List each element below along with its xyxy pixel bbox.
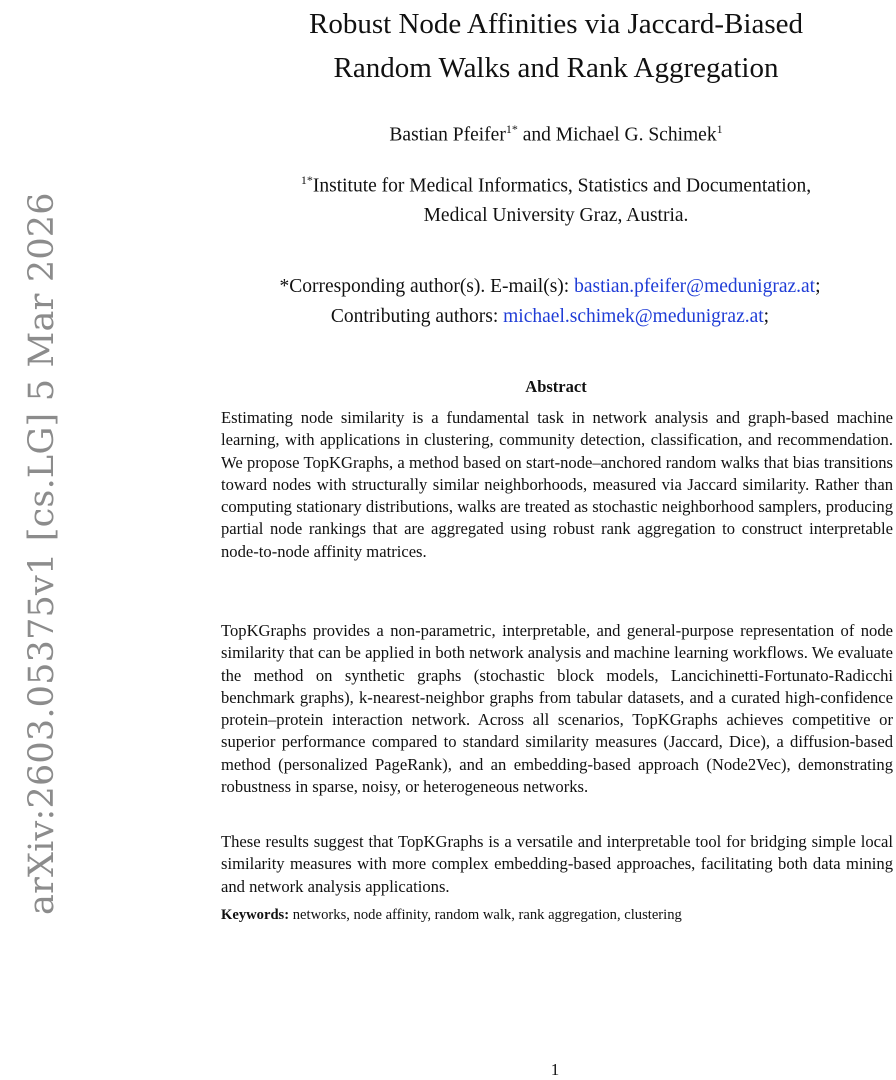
arxiv-identifier: arXiv:2603.05375v1 [cs.LG] 5 Mar 2026 [22,192,62,915]
affiliation-line-1: Institute for Medical Informatics, Statistics and Documentation, [312,175,812,197]
author-name: Bastian Pfeifer [389,124,506,146]
author-name: Michael G. Schimek [555,124,717,146]
contributing-label: Contributing authors: [330,306,504,327]
title-line-1: Robust Node Affinities via Jaccard-Biased [309,8,803,40]
title-line-2: Random Walks and Rank Aggregation [333,52,779,84]
affiliation-line-2: Medical University Graz, Austria. [423,204,689,226]
abstract-paragraph: These results suggest that TopKGraphs is a versatile and interpretable tool for bridging simple local similarity measures with more complex embedding-based approaches, facilitating both data mining and network analysis applications. [221,832,893,896]
contributing-suffix: ; [763,306,770,327]
abstract-paragraph: Estimating node similarity is a fundamental task in network analysis and graph-based machine learning, with applications in clustering, community detection, classification, and recommendation. We propose TopKGraphs, a method based on start-node–anchored random walks that bias transitions toward nodes with structurally similar neighborhoods, measured via Jaccard similarity. Rather than computing stationary distributions, walks are treated as stochastic neighborhood samplers, producing partial node rankings that are aggregated using robust rank aggregation to construct interpretable node-to-node affinity matrices. [221,408,893,561]
keywords [221,907,893,924]
corresponding-suffix: ; [815,276,821,297]
affiliation-mark: 1* [300,173,313,187]
affiliation [218,166,894,230]
correspondence-block [200,272,896,332]
corresponding-email-link[interactable]: bastian.pfeifer@medunigraz.at [574,276,816,297]
author-affiliation-mark: 1* [505,122,518,136]
author-list [218,122,894,147]
author-conjunction: and [517,124,556,146]
keywords-label: Keywords: [221,907,290,923]
contributing-email-link[interactable]: michael.schimek@medunigraz.at [503,306,764,327]
page-number: 1 [550,1060,560,1079]
author-affiliation-mark: 1 [716,122,723,136]
abstract-paragraph: TopKGraphs provides a non-parametric, interpretable, and general-purpose representation of node similarity that can be applied in both network analysis and machine learning workflows. We evaluate the method on synthetic graphs (stochastic block models, Lancichinetti-Fortunato-Radicchi benchmark graphs), k-nearest-neighbor graphs from tabular datasets, and a curated high-confidence protein–protein interaction network. Across all scenarios, TopKGraphs achieves competitive or superior performance compared to standard similarity measures (Jaccard, Dice), a diffusion-based method (personalized PageRank), and an embedding-based approach (Node2Vec), demonstrating robustness in sparse, noisy, or heterogeneous networks. [221,621,893,797]
abstract-heading: Abstract [525,377,587,396]
paper-title [218,2,894,90]
corresponding-label: *Corresponding author(s). E-mail(s): [279,276,575,297]
keywords-text: networks, node affinity, random walk, rank aggregation, clustering [289,907,682,923]
